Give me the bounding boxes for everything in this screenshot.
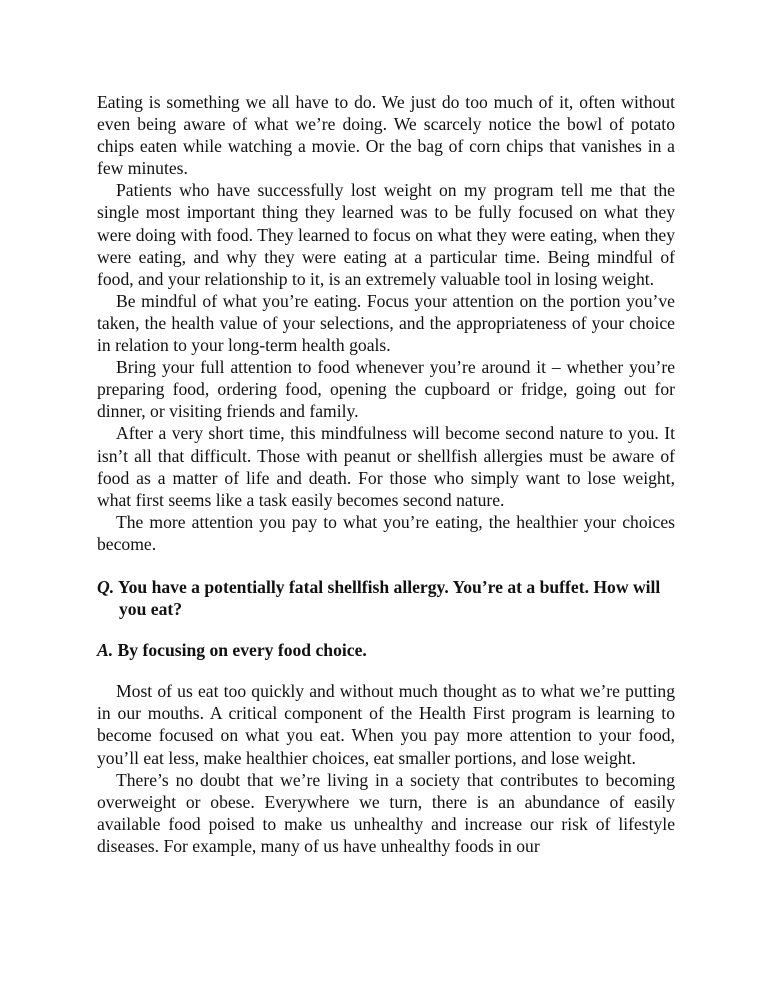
answer-tag: A. (97, 640, 114, 661)
question (97, 576, 675, 620)
body-paragraph: Most of us eat too quickly and without much thought as to what we’re putting in our mouths. A critical component of the Health First program is learning to become focused on what you eat. When you pay more attention to your food, you’ll eat less, make healthier choices, eat smaller portions, and lose weight. (97, 681, 675, 768)
body-paragraph: Be mindful of what you’re eating. Focus your attention on the portion you’ve taken, the health value of your selections, and the appropriateness of your choice in relation to your long-term health goals. (97, 290, 675, 356)
body-paragraph: Eating is something we all have to do. We just do too much of it, often without even being aware of what we’re doing. We scarcely notice the bowl of potato chips eaten while watching a movie. Or the bag of corn chips that vanishes in a few minutes. (97, 92, 675, 179)
question-text: You have a potentially fatal shellfish allergy. You’re at a buffet. How will you eat? (117, 576, 661, 620)
body-paragraph: After a very short time, this mindfulness will become second nature to you. It isn’t all that difficult. Those with peanut or shellfish allergies must be aware of food as a matter of life and death. For those who simply want to lose weight, what first seems like a task easily becomes second nature. (97, 423, 675, 510)
answer-block (97, 639, 675, 661)
body-paragraph: The more attention you pay to what you’re eating, the healthier your choices become. (97, 511, 675, 554)
body-paragraph: Bring your full attention to food whenever you’re around it – whether you’re preparing food, ordering food, opening the cupboard or fridge, going out for dinner, or visiting friends and family. (97, 357, 675, 422)
answer (97, 639, 675, 661)
body-paragraph: Patients who have successfully lost weight on my program tell me that the single most important thing they learned was to be fully focused on what they were doing with food. They learned to focus on what they were eating, when they were eating, and why they were eating at a particular time. Being mindful of food, and your relationship to it, is an extremely valuable tool in losing weight. (97, 180, 675, 289)
question-block (97, 576, 675, 620)
question-tag: Q. (97, 576, 115, 597)
document-page (97, 91, 675, 857)
body-paragraph: There’s no doubt that we’re living in a society that contributes to becoming overweight or obese. Everywhere we turn, there is an abundance of easily available food poised to make us unhealthy and increase our risk of lifestyle diseases. For example, many of us have unhealthy foods in our (97, 769, 675, 856)
answer-text: By focusing on every food choice. (117, 640, 367, 661)
